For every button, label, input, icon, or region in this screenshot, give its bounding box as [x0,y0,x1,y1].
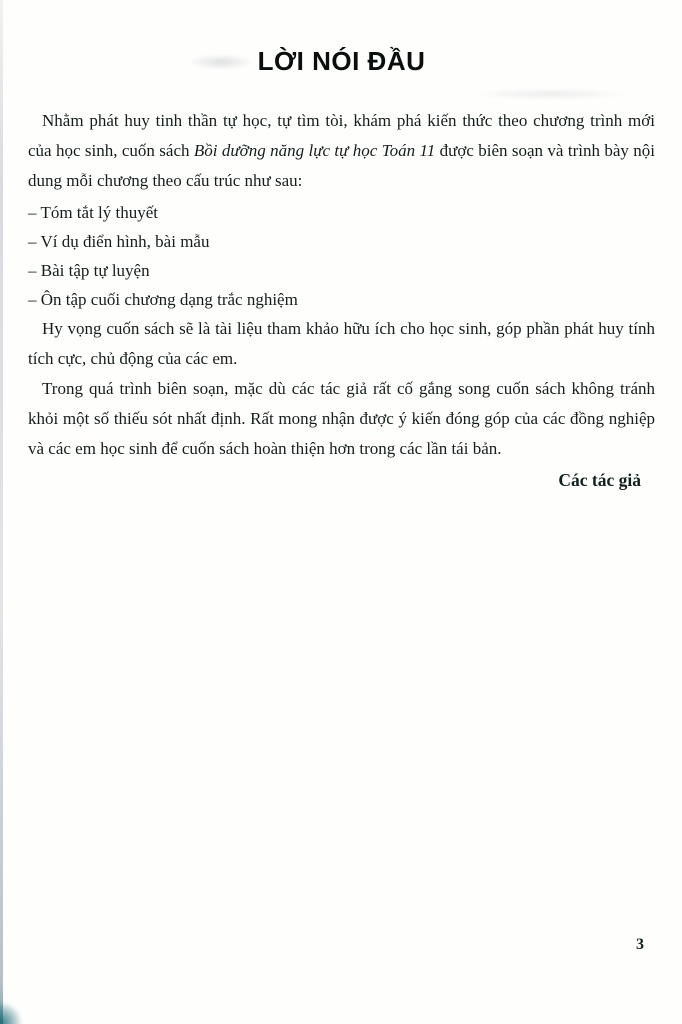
list-item: – Ví dụ điển hình, bài mẫu [28,232,210,251]
page-number: 3 [636,936,644,953]
chapter-structure-list [28,198,655,314]
page-title: LỜI NÓI ĐẦU [257,46,426,76]
list-item: – Tóm tắt lý thuyết [28,203,159,222]
page-content [28,44,655,491]
list-item: – Bài tập tự luyện [28,261,150,280]
authors-signature: Các tác giả [558,470,641,490]
book-title-reference: Bồi dưỡng năng lực tự học Toán 11 [193,141,436,160]
intro-text-post: được biên soạn và trình bày nội dung mỗi chương theo cấu trúc như sau: [28,141,655,190]
intro-paragraph [28,106,655,196]
closing-paragraph: Trong quá trình biên soạn, mặc dù các tác giả rất cố gắng song cuốn sách không tránh khỏi một số thiếu sót nhất định. Rất mong nhận được ý kiến đóng góp của các đồng nghiệp và các em học sinh để cuốn sách hoàn thiện hơn trong các lần tái bản. [28,379,655,458]
hope-paragraph: Hy vọng cuốn sách sẽ là tài liệu tham khảo hữu ích cho học sinh, góp phần phát huy tính tích cực, chủ động của các em. [28,319,655,368]
scan-edge-artifact [0,0,3,1024]
intro-text-pre: Nhằm phát huy tinh thần tự học, tự tìm tòi, khám phá kiến thức theo chương trình mới của học sinh, cuốn sách [28,111,655,160]
list-item: – Ôn tập cuối chương dạng trắc nghiệm [28,290,298,309]
scan-corner-smudge [0,1002,22,1024]
